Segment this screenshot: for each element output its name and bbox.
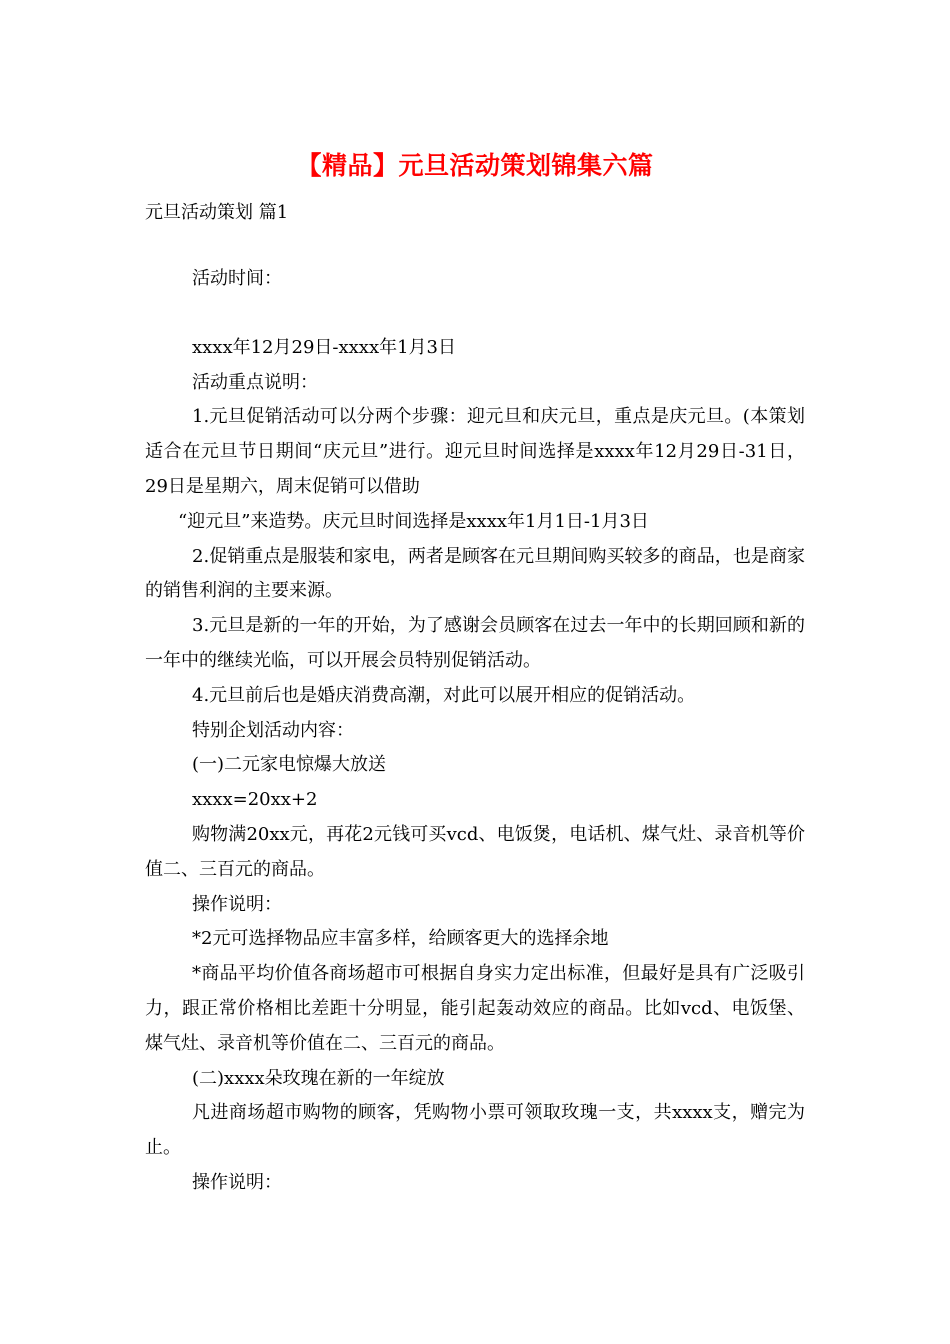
paragraph: 4.元旦前后也是婚庆消费高潮，对此可以展开相应的促销活动。 [192, 684, 696, 706]
paragraph: *2元可选择物品应丰富多样，给顾客更大的选择余地 [192, 928, 609, 950]
paragraph: 操作说明： [192, 893, 282, 915]
paragraph: 3.元旦是新的一年的开始，为了感谢会员顾客在过去一年中的长期回顾和新的一年中的继续光临，可以开展会员特别促销活动。 [145, 615, 805, 671]
paragraph: 活动重点说明： [192, 371, 318, 393]
paragraph: (二)xxxx朵玫瑰在新的一年绽放 [192, 1067, 445, 1089]
paragraph: 1.元旦促销活动可以分两个步骤：迎元旦和庆元旦，重点是庆元旦。(本策划适合在元旦节日期间“庆元旦”进行。迎元旦时间选择是xxxx年12月29日-31日，29日是星期六，周末促销可以借助 [145, 406, 805, 497]
paragraph: (一)二元家电惊爆大放送 [192, 754, 387, 776]
section-heading: 元旦活动策划 篇1 [145, 202, 289, 223]
paragraph: 购物满20xx元，再花2元钱可买vcd、电饭煲，电话机、煤气灶、录音机等价值二、三百元的商品。 [145, 823, 805, 880]
paragraph: xxxx年12月29日-xxxx年1月3日 [192, 336, 457, 358]
paragraph: 2.促销重点是服装和家电，两者是顾客在元旦期间购买较多的商品，也是商家的销售利润的主要来源。 [145, 545, 805, 602]
paragraph: xxxx=20xx+2 [192, 789, 318, 811]
document-title: 【精品】元旦活动策划锦集六篇 [296, 151, 654, 180]
paragraph: 活动时间： [192, 268, 282, 289]
paragraph: 操作说明： [192, 1171, 282, 1193]
paragraph: *商品平均价值各商场超市可根据自身实力定出标准，但最好是具有广泛吸引力，跟正常价格相比差距十分明显，能引起轰动效应的商品。比如vcd、电饭堡、煤气灶、录音机等价值在二、三百元的商品。 [145, 963, 805, 1054]
document-body [145, 262, 805, 1201]
paragraph: 特别企划活动内容： [192, 719, 354, 741]
paragraph: 凡进商场超市购物的顾客，凭购物小票可领取玫瑰一支，共xxxx支，赠完为止。 [145, 1102, 805, 1159]
paragraph: “迎元旦”来造势。庆元旦时间选择是xxxx年1月1日-1月3日 [178, 510, 649, 532]
